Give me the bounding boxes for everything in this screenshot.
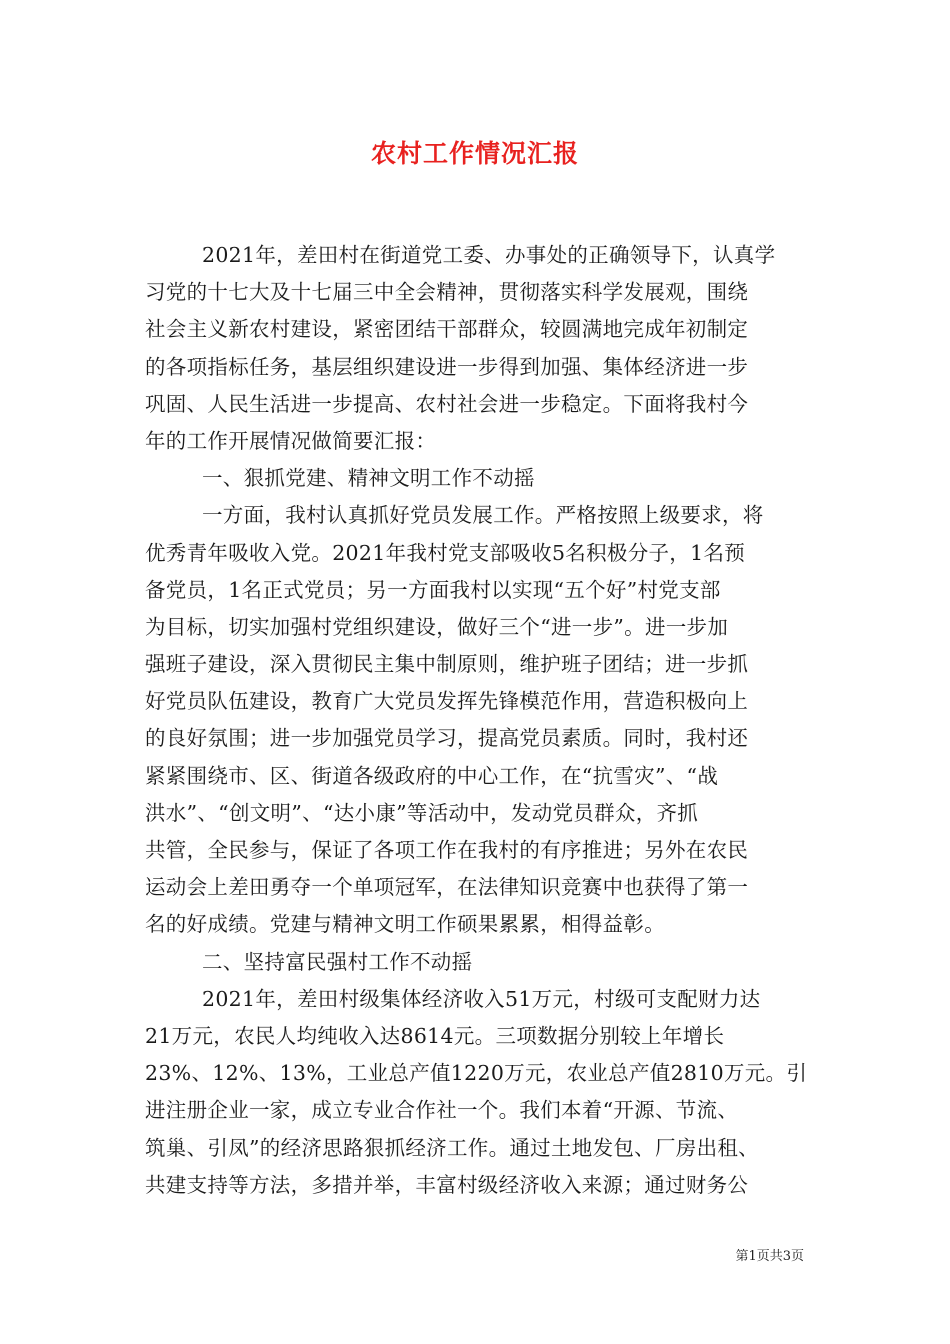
document-title: 农村工作情况汇报 bbox=[370, 139, 579, 168]
body-line: 2021年，差田村级集体经济收入51万元，村级可支配财力达 bbox=[202, 986, 761, 1011]
document-body bbox=[145, 237, 807, 1204]
body-line: 为目标，切实加强村党组织建设，做好三个“进一步”。进一步加 bbox=[145, 614, 729, 639]
body-line: 23%、12%、13%，工业总产值1220万元，农业总产值2810万元。引 bbox=[145, 1061, 808, 1086]
page-number: 第1页共3页 bbox=[735, 1249, 804, 1264]
body-line: 2021年，差田村在街道党工委、办事处的正确领导下，认真学 bbox=[202, 243, 776, 267]
section-heading: 二、坚持富民强村工作不动摇 bbox=[202, 949, 473, 974]
body-line: 年的工作开展情况做简要汇报： bbox=[145, 428, 437, 453]
body-line: 好党员队伍建设，教育广大党员发挥先锋模范作用，营造积极向上 bbox=[145, 689, 749, 714]
body-line: 共管，全民参与，保证了各项工作在我村的有序推进；另外在农民 bbox=[145, 838, 749, 862]
body-line: 社会主义新农村建设，紧密团结干部群众，较圆满地完成年初制定 bbox=[145, 317, 749, 342]
body-line: 21万元，农民人均纯收入达8614元。三项数据分别较上年增长 bbox=[145, 1023, 725, 1048]
body-line: 习党的十七大及十七届三中全会精神，贯彻落实科学发展观，围绕 bbox=[145, 280, 749, 305]
body-line: 巩固、人民生活进一步提高、农村社会进一步稳定。下面将我村今 bbox=[145, 391, 749, 416]
body-line: 优秀青年吸收入党。2021年我村党支部吸收5名积极分子，1名预 bbox=[145, 540, 746, 565]
body-line: 的良好氛围；进一步加强党员学习，提高党员素质。同时，我村还 bbox=[145, 726, 749, 751]
body-line: 共建支持等方法，多措并举，丰富村级经济收入来源；通过财务公 bbox=[145, 1172, 749, 1197]
body-line: 筑巢、引凤”的经济思路狠抓经济工作。通过土地发包、厂房出租、 bbox=[145, 1135, 759, 1160]
body-line: 名的好成绩。党建与精神文明工作硕果累累，相得益彰。 bbox=[145, 912, 665, 937]
section-heading: 一、狠抓党建、精神文明工作不动摇 bbox=[202, 466, 535, 491]
body-line: 运动会上差田勇夺一个单项冠军，在法律知识竞赛中也获得了第一 bbox=[145, 875, 749, 900]
body-line: 备党员，1名正式党员；另一方面我村以实现“五个好”村党支部 bbox=[145, 577, 721, 602]
body-line: 洪水”、“创文明”、“达小康”等活动中，发动党员群众，齐抓 bbox=[145, 800, 699, 825]
body-line: 进注册企业一家，成立专业合作社一个。我们本着“开源、节流、 bbox=[145, 1098, 739, 1123]
body-line: 一方面，我村认真抓好党员发展工作。严格按照上级要求，将 bbox=[202, 503, 764, 528]
body-line: 强班子建设，深入贯彻民主集中制原则，维护班子团结；进一步抓 bbox=[145, 652, 749, 677]
body-line: 的各项指标任务，基层组织建设进一步得到加强、集体经济进一步 bbox=[145, 354, 749, 379]
body-line: 紧紧围绕市、区、街道各级政府的中心工作，在“抗雪灾”、“战 bbox=[145, 763, 719, 788]
